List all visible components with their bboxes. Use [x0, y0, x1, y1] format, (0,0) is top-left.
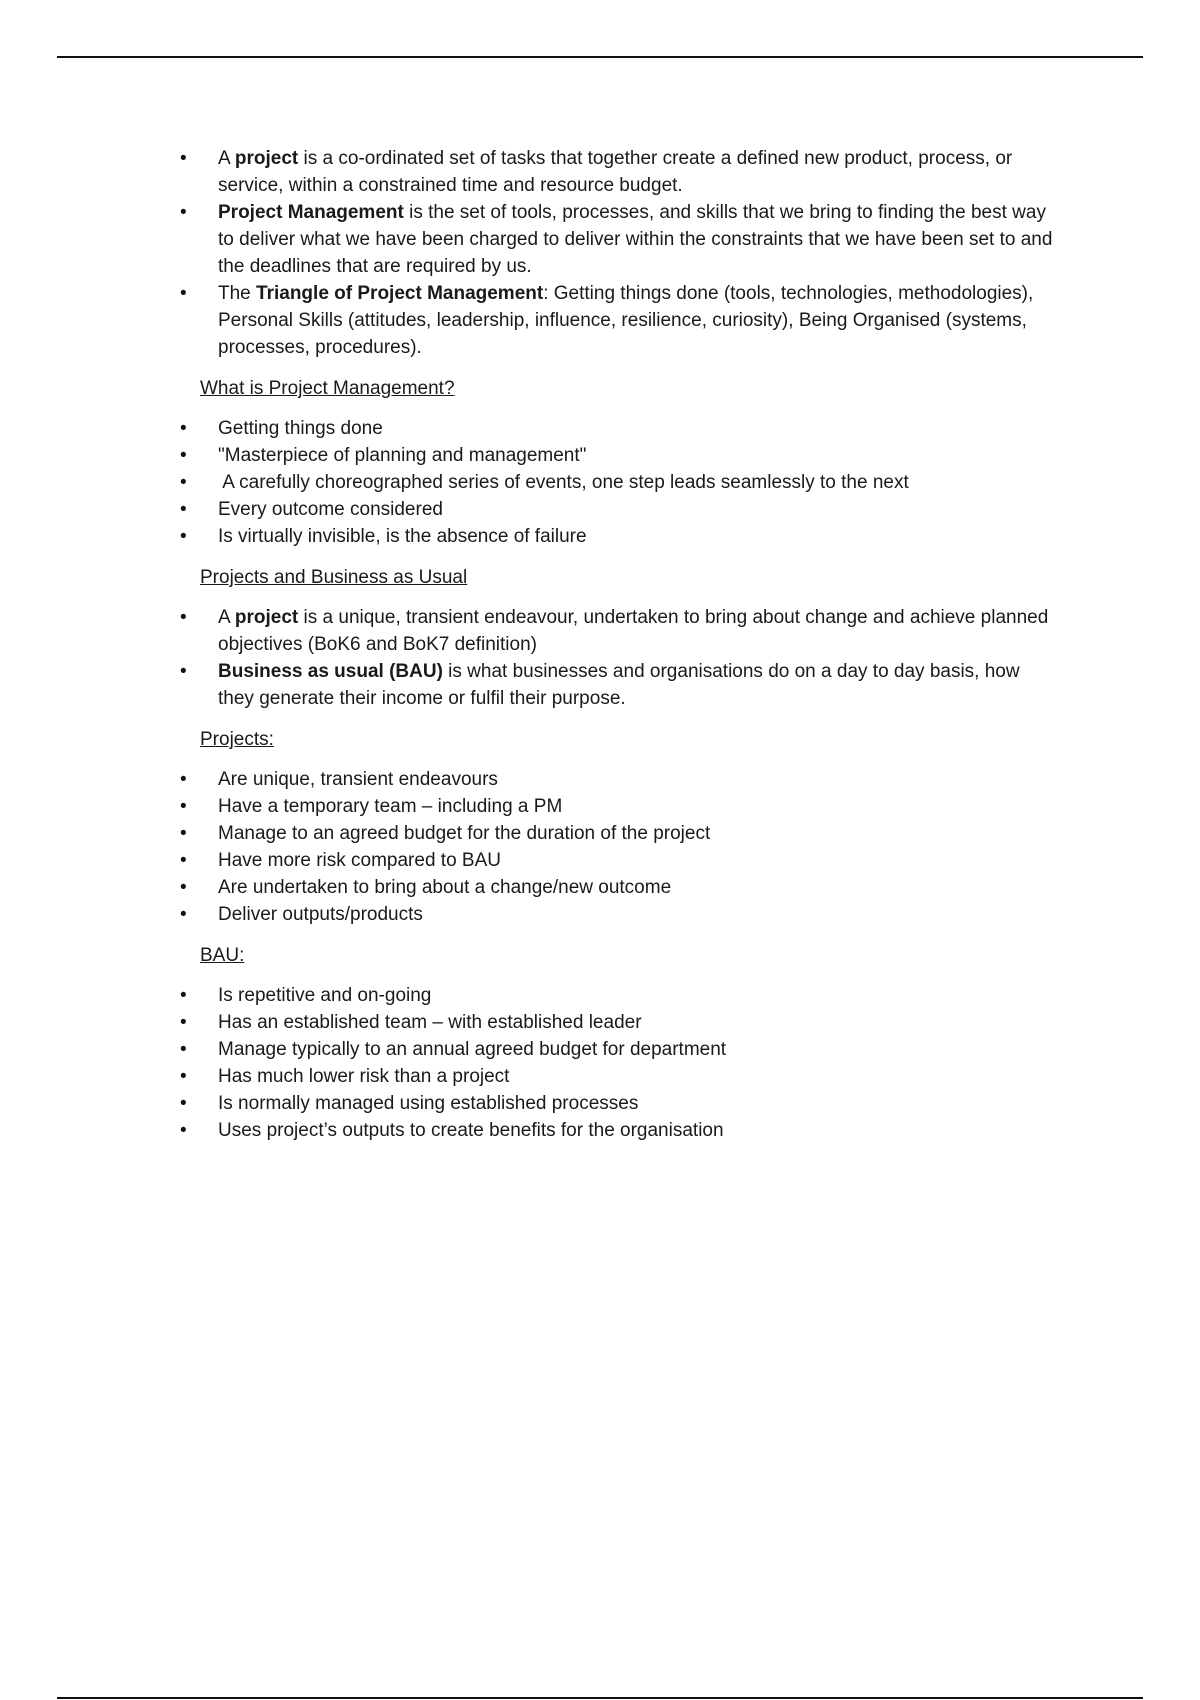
- list-item: • Business as usual (BAU) is what businesses and organisations do on a day to day basis, how they generate their income or fulfil their purpose.: [180, 658, 1060, 712]
- bau-list: [180, 982, 1060, 1144]
- list-item: • Is normally managed using established processes: [180, 1090, 1060, 1117]
- section-heading-projects-and-bau: Projects and Business as Usual: [200, 567, 468, 588]
- list-item: • Getting things done: [180, 415, 1060, 442]
- what-is-pm-list: [180, 415, 1060, 550]
- list-item: • The Triangle of Project Management: Getting things done (tools, technologies, methodologies), Personal Skills (attitudes, leadership, influence, resilience, curiosity), Being Organised (systems, processes, procedures).: [180, 280, 1060, 361]
- header-rule: [57, 56, 1143, 58]
- list-item: • Is virtually invisible, is the absence of failure: [180, 523, 1060, 550]
- list-item: • Has an established team – with established leader: [180, 1009, 1060, 1036]
- section-heading-bau: BAU:: [200, 945, 245, 966]
- list-item: • Are unique, transient endeavours: [180, 766, 1060, 793]
- list-item: • "Masterpiece of planning and management": [180, 442, 1060, 469]
- list-item: • Manage to an agreed budget for the duration of the project: [180, 820, 1060, 847]
- list-item: • A project is a co-ordinated set of tasks that together create a defined new product, process, or service, within a constrained time and resource budget.: [180, 145, 1060, 199]
- footer-rule: [57, 1697, 1143, 1699]
- list-item: • Every outcome considered: [180, 496, 1060, 523]
- list-item: • Uses project’s outputs to create benefits for the organisation: [180, 1117, 1060, 1144]
- list-item: • A project is a unique, transient endeavour, undertaken to bring about change and achieve planned objectives (BoK6 and BoK7 definition): [180, 604, 1060, 658]
- list-item: • A carefully choreographed series of events, one step leads seamlessly to the next: [180, 469, 1060, 496]
- list-item: • Have more risk compared to BAU: [180, 847, 1060, 874]
- document-body: [180, 145, 1060, 1144]
- list-item: • Manage typically to an annual agreed budget for department: [180, 1036, 1060, 1063]
- intro-list: [180, 145, 1060, 361]
- list-item: • Project Management is the set of tools, processes, and skills that we bring to finding the best way to deliver what we have been charged to deliver within the constraints that we have been set to and the deadlines that are required by us.: [180, 199, 1060, 280]
- projects-and-bau-list: [180, 604, 1060, 712]
- section-heading-projects: Projects:: [200, 729, 274, 750]
- list-item: • Is repetitive and on-going: [180, 982, 1060, 1009]
- list-item: • Has much lower risk than a project: [180, 1063, 1060, 1090]
- list-item: • Deliver outputs/products: [180, 901, 1060, 928]
- list-item: • Are undertaken to bring about a change/new outcome: [180, 874, 1060, 901]
- list-item: • Have a temporary team – including a PM: [180, 793, 1060, 820]
- section-heading-what-is-pm: What is Project Management?: [200, 378, 455, 399]
- projects-list: [180, 766, 1060, 928]
